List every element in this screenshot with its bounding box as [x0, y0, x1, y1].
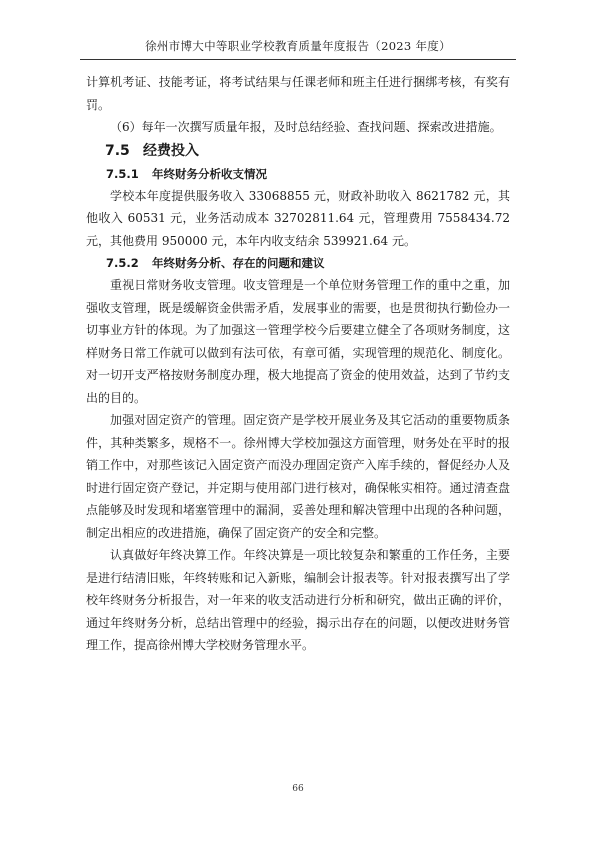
paragraph-year-end: 认真做好年终决算工作。年终决算是一项比较复杂和繁重的工作任务，主要是进行结清旧账，年终转账和记入新账，编制会计报表等。针对报表撰写出了学校年终财务分析报告，对一年来的收支活动进行分析和研究，做出正确的评价，通过年终财务分析，总结出管理中的经验，揭示出存在的问题，以便改进财务管理工作，提高徐州博大学校财务管理水平。	[86, 548, 510, 652]
paragraph-daily-management: 重视日常财务收支管理。收支管理是一个单位财务管理工作的重中之重，加强收支管理，既是缓解资金供需矛盾，发展事业的需要，也是贯彻执行勤俭办一切事业方针的体现。为了加强这一管理学校今后要建立健全了各项财务制度，这样财务日常工作就可以做到有法可依，有章可循，实现管理的规范化、制度化。对一切开支严格按财务制度办理，极大地提高了资金的使用效益，达到了节约支出的目的。	[86, 278, 510, 405]
section-number: 7.5	[105, 142, 130, 159]
header-divider	[80, 59, 516, 60]
page-body	[86, 71, 510, 657]
paragraph-item-6: （6）每年一次撰写质量年报，及时总结经验、查找问题、探索改进措施。	[110, 120, 502, 134]
section-title: 经费投入	[143, 142, 199, 159]
subsection-heading-7-5-2	[86, 252, 510, 274]
subsection-heading-7-5-1	[86, 163, 510, 185]
section-heading-7-5	[86, 139, 510, 163]
page-header: 徐州市博大中等职业学校教育质量年度报告（2023 年度）	[145, 39, 451, 53]
subsection-title: 年终财务分析收支情况	[152, 166, 267, 181]
paragraph-fixed-assets: 加强对固定资产的管理。固定资产是学校开展业务及其它活动的重要物质条件，其种类繁多，规格不一。徐州博大学校加强这方面管理，财务处在平时的报销工作中，对那些该记入固定资产而没办理固定资产入库手续的，督促经办人及时进行固定资产登记，并定期与使用部门进行核对，确保帐实相符。通过清查盘点能够及时发现和堵塞管理中的漏洞，妥善处理和解决管理中出现的各种问题，制定出相应的改进措施，确保了固定资产的安全和完整。	[86, 413, 510, 540]
paragraph-continuation: 计算机考证、技能考证，将考试结果与任课老师和班主任进行捆绑考核，有奖有罚。	[86, 75, 510, 112]
paragraph-income: 学校本年度提供服务收入 33068855 元，财政补助收入 8621782 元，其他收入 60531 元，业务活动成本 32702811.64 元，管理费用 7558434.72 元，其他费用 950000 元，本年内收支结余 539921.64 元。	[86, 188, 510, 248]
subsection-number: 7.5.2	[106, 256, 139, 270]
subsection-number: 7.5.1	[106, 166, 139, 181]
subsection-title: 年终财务分析、存在的问题和建议	[152, 256, 325, 270]
page-number: 66	[292, 784, 304, 794]
